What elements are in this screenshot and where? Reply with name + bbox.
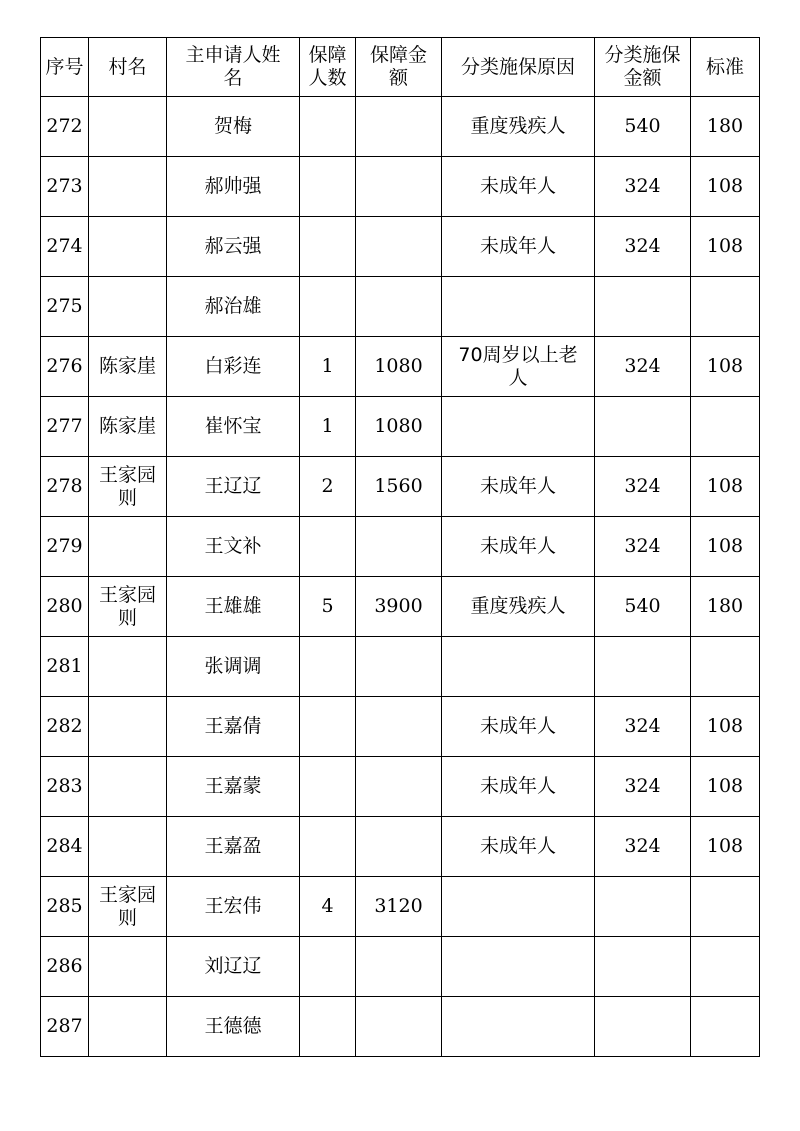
cell-amount [356, 277, 442, 337]
cell-amount [356, 937, 442, 997]
cell-standard [691, 937, 760, 997]
header-standard: 标准 [691, 38, 760, 97]
cell-standard: 180 [691, 577, 760, 637]
cell-reason: 未成年人 [442, 457, 595, 517]
cell-standard: 108 [691, 817, 760, 877]
table-row [41, 217, 760, 277]
cell-class-amount: 324 [595, 757, 691, 817]
cell-reason: 未成年人 [442, 697, 595, 757]
cell-index: 286 [41, 937, 89, 997]
cell-applicant: 王嘉倩 [167, 697, 300, 757]
table-row [41, 97, 760, 157]
cell-reason [442, 997, 595, 1057]
cell-index: 277 [41, 397, 89, 457]
cell-persons: 1 [300, 397, 356, 457]
cell-standard: 108 [691, 217, 760, 277]
table-row [41, 997, 760, 1057]
cell-applicant: 崔怀宝 [167, 397, 300, 457]
cell-village: 王家园则 [89, 877, 167, 937]
cell-index: 279 [41, 517, 89, 577]
cell-class-amount: 324 [595, 157, 691, 217]
cell-applicant: 刘辽辽 [167, 937, 300, 997]
cell-village: 王家园则 [89, 457, 167, 517]
cell-class-amount [595, 877, 691, 937]
cell-amount: 3900 [356, 577, 442, 637]
cell-standard: 108 [691, 757, 760, 817]
cell-standard: 108 [691, 517, 760, 577]
cell-amount: 1560 [356, 457, 442, 517]
assistance-table [40, 37, 760, 1057]
cell-standard: 108 [691, 697, 760, 757]
cell-index: 272 [41, 97, 89, 157]
cell-standard: 180 [691, 97, 760, 157]
header-index: 序号 [41, 38, 89, 97]
header-reason: 分类施保原因 [442, 38, 595, 97]
cell-persons [300, 517, 356, 577]
cell-village [89, 97, 167, 157]
cell-applicant: 郝治雄 [167, 277, 300, 337]
cell-standard: 108 [691, 457, 760, 517]
cell-class-amount [595, 997, 691, 1057]
cell-applicant: 贺梅 [167, 97, 300, 157]
cell-index: 285 [41, 877, 89, 937]
cell-amount [356, 517, 442, 577]
cell-amount [356, 157, 442, 217]
cell-persons [300, 757, 356, 817]
cell-village [89, 277, 167, 337]
cell-reason: 重度残疾人 [442, 97, 595, 157]
table-row [41, 757, 760, 817]
cell-applicant: 郝帅强 [167, 157, 300, 217]
cell-reason [442, 877, 595, 937]
cell-persons [300, 277, 356, 337]
cell-index: 275 [41, 277, 89, 337]
cell-class-amount [595, 277, 691, 337]
cell-persons [300, 637, 356, 697]
cell-reason: 未成年人 [442, 217, 595, 277]
cell-persons [300, 217, 356, 277]
cell-reason: 未成年人 [442, 517, 595, 577]
header-row [41, 38, 760, 97]
cell-applicant: 王德德 [167, 997, 300, 1057]
cell-index: 287 [41, 997, 89, 1057]
cell-amount [356, 997, 442, 1057]
cell-applicant: 张调调 [167, 637, 300, 697]
cell-standard [691, 637, 760, 697]
cell-amount: 3120 [356, 877, 442, 937]
cell-standard: 108 [691, 157, 760, 217]
cell-reason [442, 397, 595, 457]
cell-applicant: 王雄雄 [167, 577, 300, 637]
cell-applicant: 王嘉盈 [167, 817, 300, 877]
header-persons: 保障人数 [300, 38, 356, 97]
cell-class-amount: 324 [595, 217, 691, 277]
cell-village [89, 217, 167, 277]
cell-persons [300, 697, 356, 757]
table-row [41, 817, 760, 877]
table-row [41, 397, 760, 457]
cell-class-amount: 324 [595, 817, 691, 877]
cell-standard [691, 397, 760, 457]
cell-reason: 未成年人 [442, 757, 595, 817]
cell-amount [356, 217, 442, 277]
table-row [41, 637, 760, 697]
cell-standard: 108 [691, 337, 760, 397]
cell-village [89, 817, 167, 877]
cell-class-amount [595, 637, 691, 697]
cell-persons: 1 [300, 337, 356, 397]
cell-persons [300, 937, 356, 997]
cell-persons [300, 817, 356, 877]
table-row [41, 697, 760, 757]
cell-persons: 4 [300, 877, 356, 937]
cell-village: 陈家崖 [89, 397, 167, 457]
table-row [41, 457, 760, 517]
header-applicant: 主申请人姓名 [167, 38, 300, 97]
cell-applicant: 郝云强 [167, 217, 300, 277]
table-row [41, 937, 760, 997]
cell-index: 273 [41, 157, 89, 217]
cell-class-amount: 324 [595, 337, 691, 397]
cell-persons: 5 [300, 577, 356, 637]
cell-standard [691, 997, 760, 1057]
cell-village: 王家园则 [89, 577, 167, 637]
cell-index: 281 [41, 637, 89, 697]
cell-village [89, 937, 167, 997]
cell-persons [300, 97, 356, 157]
cell-village [89, 157, 167, 217]
cell-standard [691, 877, 760, 937]
cell-class-amount: 540 [595, 97, 691, 157]
cell-applicant: 王宏伟 [167, 877, 300, 937]
cell-standard [691, 277, 760, 337]
cell-index: 278 [41, 457, 89, 517]
table-row [41, 517, 760, 577]
cell-class-amount: 540 [595, 577, 691, 637]
table-row [41, 877, 760, 937]
cell-class-amount: 324 [595, 517, 691, 577]
cell-village [89, 637, 167, 697]
cell-persons [300, 997, 356, 1057]
cell-applicant: 王文补 [167, 517, 300, 577]
cell-reason: 70周岁以上老人 [442, 337, 595, 397]
cell-index: 282 [41, 697, 89, 757]
cell-reason: 未成年人 [442, 157, 595, 217]
cell-village [89, 697, 167, 757]
cell-reason [442, 637, 595, 697]
cell-village [89, 517, 167, 577]
cell-reason [442, 277, 595, 337]
cell-amount [356, 817, 442, 877]
cell-index: 284 [41, 817, 89, 877]
cell-index: 276 [41, 337, 89, 397]
table-row [41, 157, 760, 217]
header-class-amount: 分类施保金额 [595, 38, 691, 97]
cell-reason: 未成年人 [442, 817, 595, 877]
cell-village: 陈家崖 [89, 337, 167, 397]
cell-village [89, 997, 167, 1057]
cell-class-amount [595, 937, 691, 997]
cell-amount [356, 637, 442, 697]
cell-amount [356, 97, 442, 157]
cell-persons: 2 [300, 457, 356, 517]
cell-index: 274 [41, 217, 89, 277]
cell-index: 283 [41, 757, 89, 817]
cell-amount [356, 757, 442, 817]
cell-amount: 1080 [356, 397, 442, 457]
table-row [41, 337, 760, 397]
table-row [41, 577, 760, 637]
cell-applicant: 白彩连 [167, 337, 300, 397]
cell-class-amount: 324 [595, 697, 691, 757]
header-village: 村名 [89, 38, 167, 97]
cell-persons [300, 157, 356, 217]
cell-class-amount: 324 [595, 457, 691, 517]
cell-reason [442, 937, 595, 997]
header-amount: 保障金额 [356, 38, 442, 97]
cell-applicant: 王辽辽 [167, 457, 300, 517]
cell-amount: 1080 [356, 337, 442, 397]
cell-amount [356, 697, 442, 757]
cell-index: 280 [41, 577, 89, 637]
cell-class-amount [595, 397, 691, 457]
cell-village [89, 757, 167, 817]
cell-reason: 重度残疾人 [442, 577, 595, 637]
cell-applicant: 王嘉蒙 [167, 757, 300, 817]
table-row [41, 277, 760, 337]
